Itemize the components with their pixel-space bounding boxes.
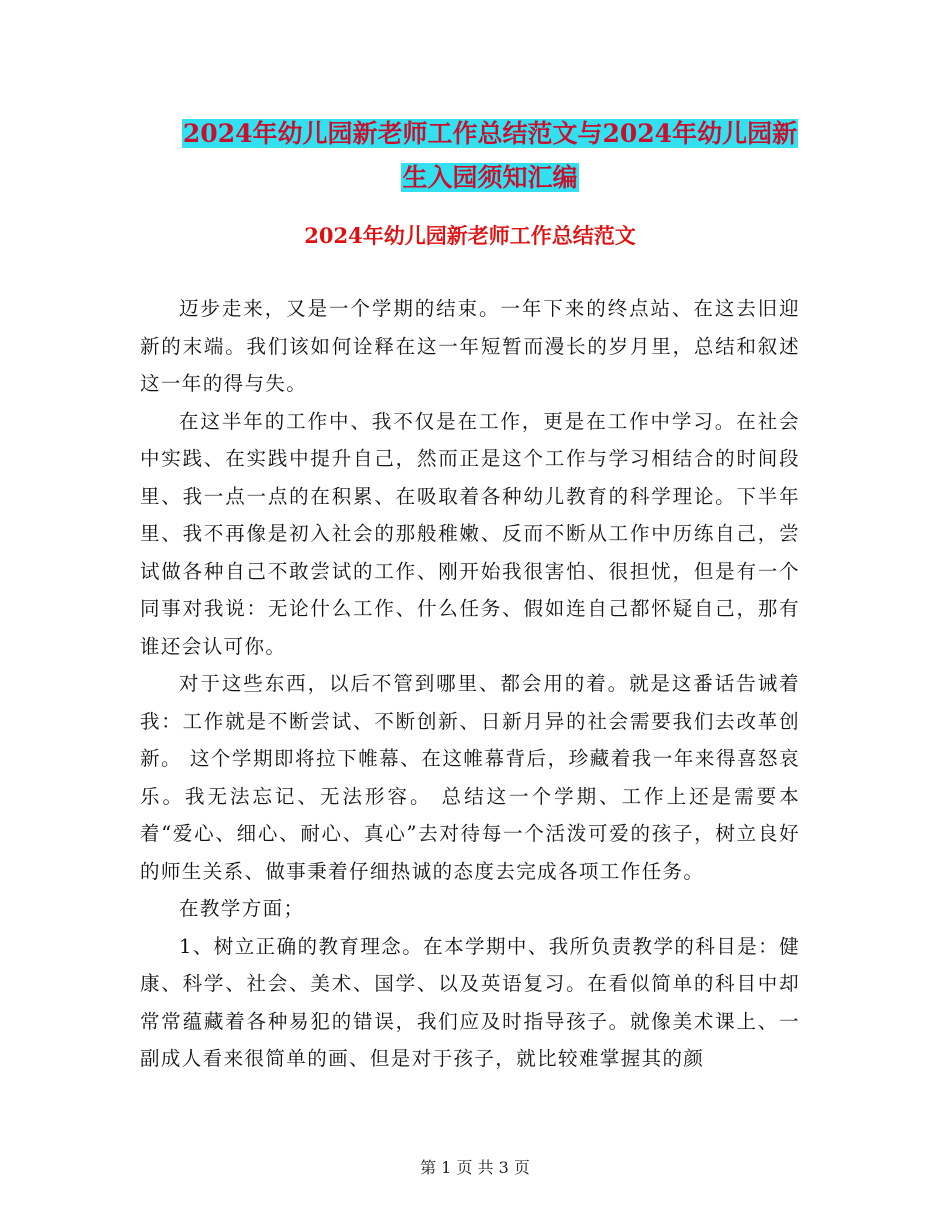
document-title [140,112,840,200]
paragraph: 在这半年的工作中、我不仅是在工作，更是在工作中学习。在社会中实践、在实践中提升自己，然而正是这个工作与学习相结合的时间段里、我一点一点的在积累、在吸取着各种幼儿教育的科学理论。下半年里、我不再像是初入社会的那般稚嫩、反而不断从工作中历练自己，尝试做各种自己不敢尝试的工作、刚开始我很害怕、很担忧，但是有一个同事对我说：无论什么工作、什么任务、假如连自己都怀疑自己，那有谁还会认可你。 [140,409,800,658]
paragraph: 迈步走来，又是一个学期的结束。一年下来的终点站、在这去旧迎新的末端。我们该如何诠释在这一年短暂而漫长的岁月里，总结和叙述这一年的得与失。 [140,297,800,395]
section-title: 2024年幼儿园新老师工作总结范文 [304,223,636,248]
title-line-1: 2024年幼儿园新老师工作总结范文与2024年幼儿园新 [182,119,798,148]
paragraph: 1、树立正确的教育理念。在本学期中、我所负责教学的科目是：健康、科学、社会、美术、国学、以及英语复习。在看似简单的科目中却常常蕴藏着各种易犯的错误，我们应及时指导孩子。就像美术课上、一副成人看来很简单的画、但是对于孩子，就比较难掌握其的颜 [140,934,800,1070]
body-text [140,290,800,1078]
paragraph: 在教学方面； [179,897,305,920]
paragraph: 对于这些东西，以后不管到哪里、都会用的着。就是这番话告诫着我：工作就是不断尝试、不断创新、日新月异的社会需要我们去改革创新。 这个学期即将拉下帷幕、在这帷幕背后，珍藏着我一年来得喜怒哀乐。我无法忘记、无法形容。 总结这一个学期、工作上还是需要本着“爱心、细心、耐心、真心”去对待每一个活泼可爱的孩子，树立良好的师生关系、做事秉着仔细热诚的态度去完成各项工作任务。 [140,672,800,883]
page-footer: 第 1 页 共 3 页 [420,1158,530,1177]
title-line-2: 生入园须知汇编 [402,163,578,192]
